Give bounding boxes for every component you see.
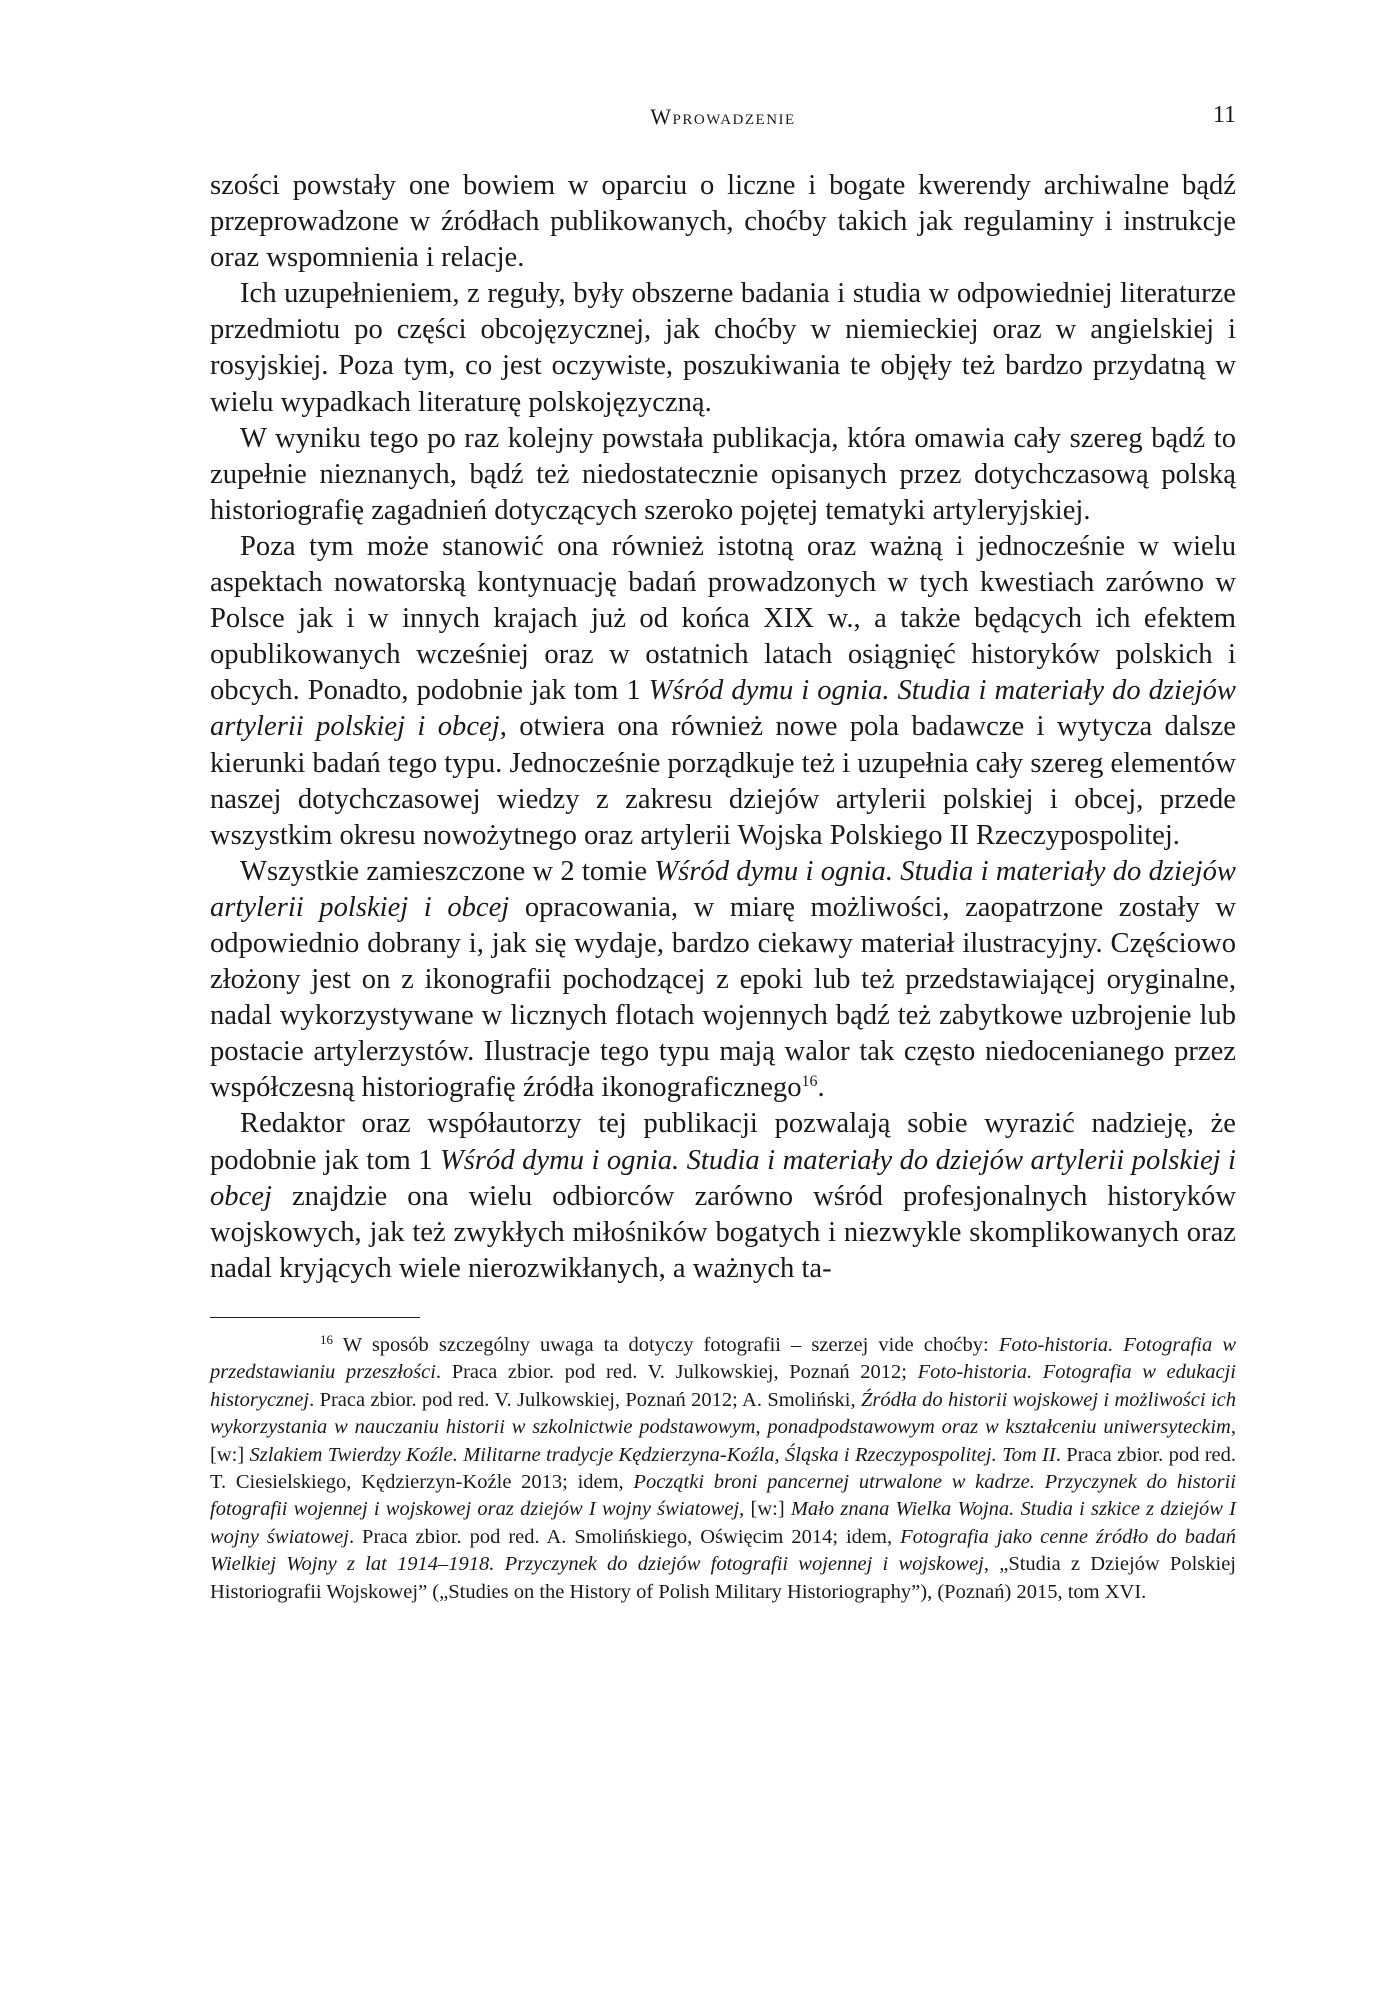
text-run: znajdzie ona wielu odbiorców zarówno wśród profesjonalnych historyków wojskowych, jak też zwykłych miłośników bogatych i niezwykle skomplikowanych oraz nadal kryjących wiele nierozwikłanych, a ważnych ta- <box>210 1180 1236 1284</box>
text-run: opracowania, w miarę możliwości, zaopatrzone zostały w odpowiednio dobrany i, jak się wydaje, bardzo ciekawy materiał ilustracyjny. Częściowo złożony jest on z ikonografii pochodzącej z epoki lub też przedstawiającej oryginalne, nadal wykorzystywane w licznych flotach wojennych bądź też zabytkowe uzbrojenie lub postacie artylerzystów. Ilustracje tego typu mają walor tak często niedocenianego przez współczesną historiografię źródła ikonograficznego <box>210 891 1236 1104</box>
text-run: W wyniku tego po raz kolejny powstała publikacja, która omawia cały szereg bądź to zupełnie nieznanych, bądź też niedostatecznie opisanych przez dotychczasową polską historiografię zagadnień dotyczących szeroko pojętej tematyki artyleryjskiej. <box>210 422 1236 526</box>
italic-title: Wśród dymu i ognia. Studia i materiały do dziejów artylerii polskiej i obcej <box>210 1144 1236 1212</box>
text-run: . Praca zbior. pod red. V. Julkowskiej, Poznań 2012; <box>435 1361 918 1384</box>
text-run: , [w:] <box>210 1416 1236 1466</box>
italic-title: Wśród dymu i ognia. Studia i materiały do dziejów artylerii polskiej i obcej <box>210 675 1236 743</box>
text-run: Wszystkie zamieszczone w 2 tomie <box>240 855 655 887</box>
footnotes <box>210 1332 1236 1606</box>
footnote-separator <box>210 1317 420 1318</box>
book-page <box>210 100 1236 1606</box>
main-text <box>210 168 1236 1287</box>
page-number: 11 <box>1212 102 1236 128</box>
text-run: . <box>817 1072 825 1104</box>
italic-title: Wśród dymu i ognia. Studia i materiały do dziejów artylerii polskiej i obcej <box>210 855 1236 923</box>
text-run: , otwiera ona również nowe pola badawcze i wytycza dalsze kierunki badań tego typu. Jednocześnie porządkuje też i uzupełnia cały szereg elementów naszej dotychczasowej wiedzy z zakresu dziejów artylerii polskiej i obcej, przede wszystkim okresu nowożytnego oraz artylerii Wojska Polskiego II Rzeczypospolitej. <box>210 711 1236 851</box>
footnote <box>210 1332 1236 1606</box>
text-run: W sposób szczególny uwaga ta dotyczy fotografii – szerzej vide choćby: <box>333 1333 999 1356</box>
footnote-reference: 16 <box>801 1073 818 1091</box>
text-run: , [w:] <box>739 1498 791 1521</box>
italic-title: Foto-historia. Fotografia w przedstawianiu przeszłości <box>210 1333 1236 1384</box>
footnote-number: 16 <box>320 1331 333 1347</box>
text-run: . Praca zbior. pod red. A. Smolińskiego, Oświęcim 2014; idem, <box>348 1525 901 1548</box>
text-run: Poza tym może stanowić ona również istotną oraz ważną i jednocześnie w wielu aspektach nowatorską kontynuację badań prowadzonych w tych kwestiach zarówno w Polsce jak i w innych krajach już od końca XIX w., a także będących ich efektem opublikowanych wcześniej oraz w ostatnich latach osiągnięć historyków polskich i obcych. Ponadto, podobnie jak tom 1 <box>210 530 1236 707</box>
italic-title: Fotografia jako cenne źródło do badań Wielkiej Wojny z lat 1914–1918. Przyczynek do dziejów fotografii wojennej i wojskowej <box>210 1525 1236 1576</box>
paragraph <box>210 276 1236 420</box>
text-run: szości powstały one bowiem w oparciu o liczne i bogate kwerendy archiwalne bądź przeprowadzone w źródłach publikowanych, choćby takich jak regulaminy i instrukcje oraz wspomnienia i relacje. <box>210 170 1236 274</box>
italic-title: Szlakiem Twierdzy Koźle. Militarne tradycje Kędzierzyna-Koźla, Śląska i Rzeczypospolitej. Tom II <box>249 1443 1056 1466</box>
italic-title: Mało znana Wielka Wojna. Studia i szkice z dziejów I wojny światowej <box>210 1498 1237 1548</box>
text-run: , „Studia z Dziejów Polskiej Historiografii Wojskowej” („Studies on the History of Polish Military Historiography”), (Poznań) 2015, tom XVI. <box>210 1553 1236 1603</box>
italic-title: Początki broni pancernej utrwalone w kadrze. Przyczynek do historii fotografii wojennej i wojskowej oraz dziejów I wojny światowej <box>210 1470 1237 1521</box>
text-run: . Praca zbior. pod red. V. Julkowskiej, Poznań 2012; A. Smoliński, <box>309 1388 861 1411</box>
paragraph <box>210 1106 1236 1286</box>
paragraph <box>210 421 1236 529</box>
running-title: Wprowadzenie <box>650 104 796 129</box>
paragraph <box>210 529 1236 854</box>
text-run: . Praca zbior. pod red. T. Ciesielskiego, Kędzierzyn-Koźle 2013; idem, <box>210 1443 1236 1493</box>
paragraph <box>210 168 1236 276</box>
italic-title: Źródła do historii wojskowej i możliwości ich wykorzystania w nauczaniu historii w szkolnictwie podstawowym, ponadpodstawowym oraz w kształceniu uniwersyteckim <box>210 1388 1236 1439</box>
italic-title: Foto-historia. Fotografia w edukacji historycznej <box>210 1361 1236 1411</box>
running-head <box>210 100 1236 140</box>
paragraph <box>210 854 1236 1107</box>
text-run: Ich uzupełnieniem, z reguły, były obszerne badania i studia w odpowiedniej literaturze przedmiotu po części obcojęzycznej, jak choćby w niemieckiej oraz w angielskiej i rosyjskiej. Poza tym, co jest oczywiste, poszukiwania te objęły też bardzo przydatną w wielu wypadkach literaturę polskojęzyczną. <box>210 278 1236 418</box>
text-run: Redaktor oraz współautorzy tej publikacji pozwalają sobie wyrazić nadzieję, że podobnie jak tom 1 <box>210 1108 1236 1176</box>
